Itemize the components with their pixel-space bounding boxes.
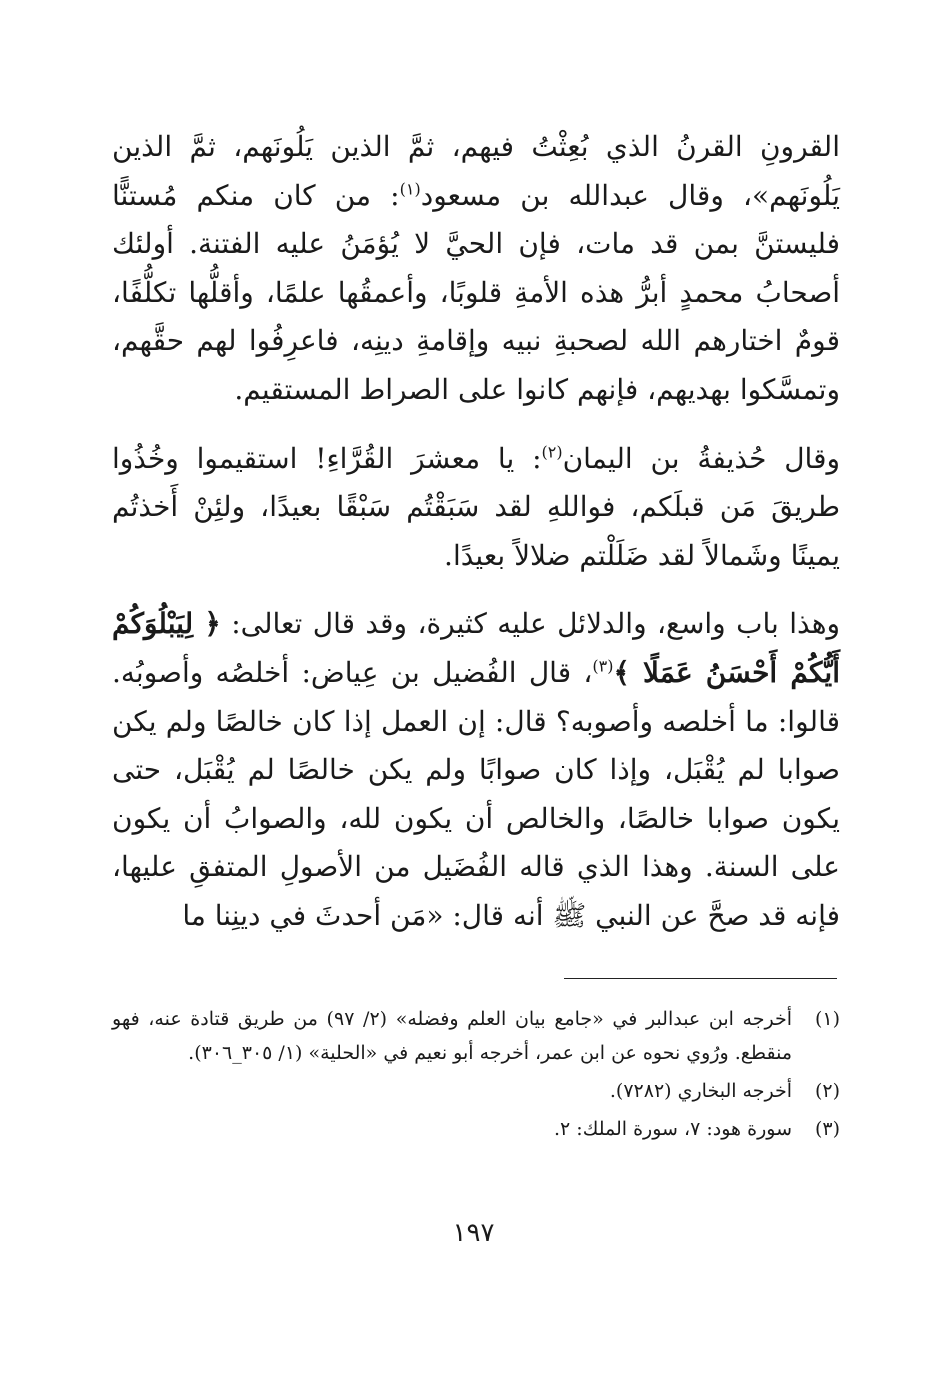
footnote-number: (٢) (814, 1080, 840, 1102)
footnote-text: سورة هود: ٧، سورة الملك: ٢. (553, 1118, 792, 1140)
footnote-number: (٣) (814, 1118, 840, 1140)
paragraph (112, 600, 840, 940)
footnote-1 (112, 1002, 840, 1070)
paragraph (112, 435, 840, 581)
footnote-number: (١) (814, 1008, 840, 1030)
paragraph (112, 123, 840, 415)
footnote-2 (112, 1074, 840, 1108)
text-run: ، قال الفُضيل بن عِياض: أخلصُه وأصوبُه. قالوا: ما أخلصه وأصوبه؟ قال: إن العمل إذا كان خالصًا ولم يكن صوابا لم يُقْبَل، وإذا كان صوابًا ولم يكن خالصًا لم يُقْبَل، حتى يكون صوابا خالصًا، والخالص أن يكون لله، والصوابُ أن يكون على السنة. وهذا الذي قاله الفُضَيل من الأصولِ المتفقِ عليها، فإنه قد صحَّ عن النبي ﷺ أنه قال: «مَن أحدثَ في دينِنا ما (112, 655, 840, 932)
text-run: وهذا باب واسع، والدلائل عليه كثيرة، وقد قال تعالى: (220, 607, 840, 641)
text-run: القرونِ القرنُ الذي بُعِثْتُ فيهم، ثمَّ الذين يَلُونَهم، ثمَّ الذين يَلُونَهم»، وقال عبدالله بن مسعود (112, 130, 840, 212)
main-text (112, 123, 840, 941)
footnote-ref-3: (٣) (592, 656, 614, 676)
footnotes (112, 1002, 840, 1146)
text-run: : يا معشرَ القُرَّاءِ! استقيموا وخُذُوا طريقَ مَن قبلَكم، فواللهِ لقد سَبَقْتُم سَبْقًا بعيدًا، ولئِنْ أَخذتُم يمينًا وشَمالاً لقد ضَلَلْتم ضلالاً بعيدًا. (112, 441, 840, 572)
footnote-text: أخرجه ابن عبدالبر في «جامع بيان العلم وفضله» (٢/ ٩٧) من طريق قتادة عنه، فهو منقطع. ورُوي نحوه عن ابن عمر، أخرجه أبو نعيم في «الحلية» (١/ ٣٠٥_٣٠٦). (112, 1008, 792, 1064)
quran-verse: ﴿ لِيَبْلُوَكُمْ أَيُّكُمْ أَحْسَنُ عَمَلًا ﴾ (112, 607, 840, 689)
page-number: ١٩٧ (452, 1218, 495, 1248)
footnote-ref-1: (١) (399, 179, 421, 199)
footnote-separator (564, 978, 837, 979)
footnote-3 (112, 1112, 840, 1146)
text-run: : من كان منكم مُستنًّا فليستنَّ بمن قد مات، فإن الحيَّ لا يُؤمَنُ عليه الفتنة. أولئك أصحابُ محمدٍ أبرُّ هذه الأمةِ قلوبًا، وأعمقُها علمًا، وأقلُّها تكلُّفًا، قومٌ اختارهم الله لصحبةِ نبيه وإقامةِ دينِه، فاعرِفُوا لهم حقَّهم، وتمسَّكوا بهديهم، فإنهم كانوا على الصراط المستقيم. (112, 178, 840, 406)
text-run: وقال حُذيفةُ بن اليمان (562, 441, 840, 475)
footnote-ref-2: (٢) (541, 442, 563, 462)
footnote-text: أخرجه البخاري (٧٢٨٢). (609, 1080, 792, 1102)
